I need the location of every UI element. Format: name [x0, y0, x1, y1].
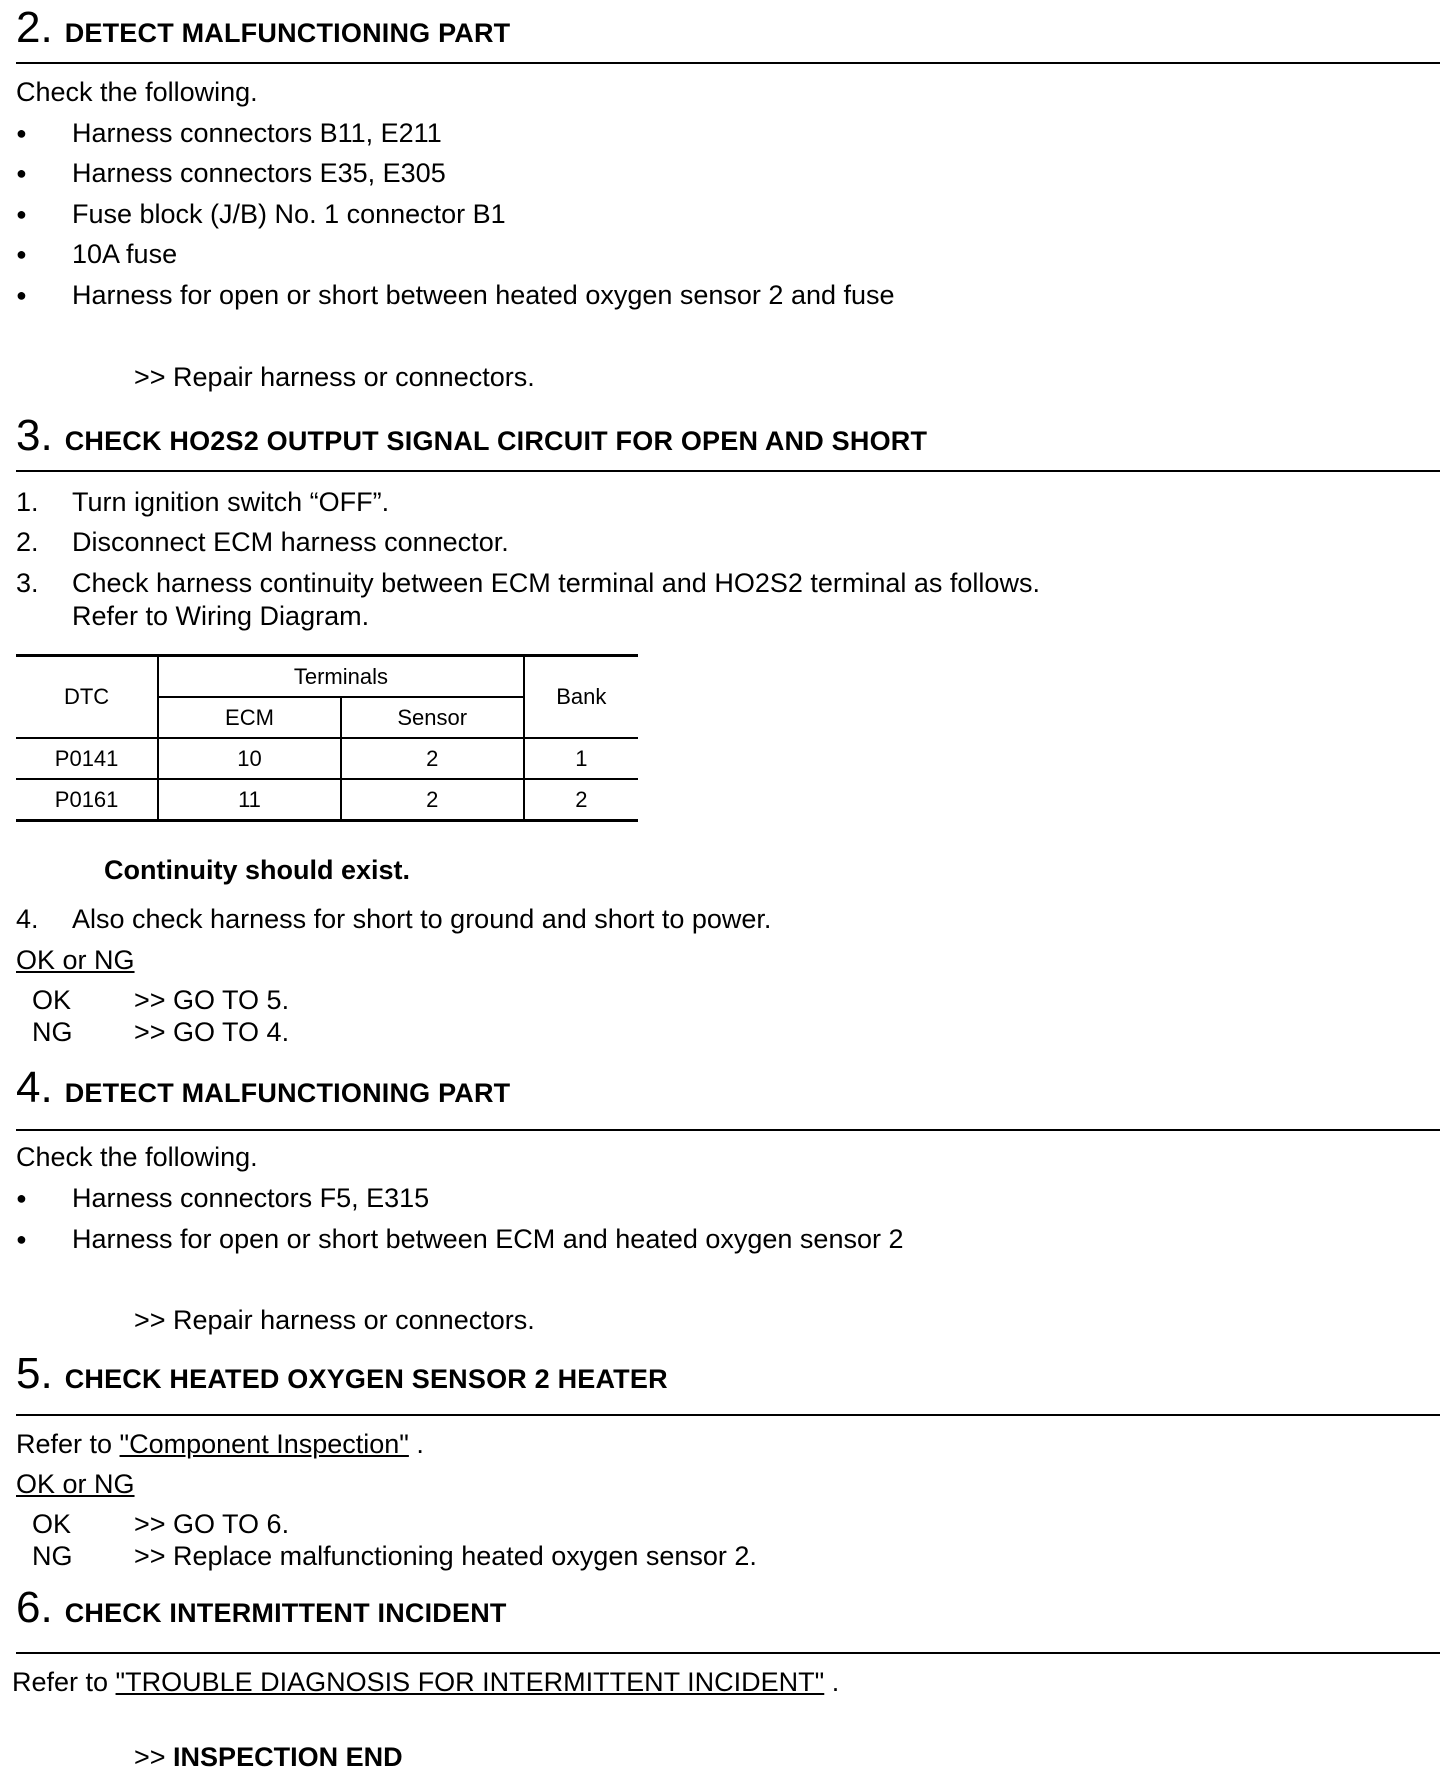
ok-or-ng-label: OK or NG	[16, 945, 135, 975]
bullet-icon: ●	[16, 204, 27, 224]
step-number: 3.	[16, 411, 53, 460]
bullet-icon: ●	[16, 285, 27, 305]
ok-result-row: OK >> GO TO 5.	[32, 985, 290, 1015]
terminals-table	[16, 654, 638, 822]
repair-action: >> Repair harness or connectors.	[134, 1305, 535, 1335]
repair-action: >> Repair harness or connectors.	[134, 362, 535, 392]
list-item: ● Harness connectors E35, E305	[16, 158, 446, 188]
cell-ecm: 11	[158, 779, 341, 821]
col-header-sensor: Sensor	[341, 697, 524, 738]
numbered-item: 1. Turn ignition switch “OFF”.	[16, 487, 390, 517]
ng-result-row: NG >> Replace malfunctioning heated oxygen sensor 2.	[32, 1541, 757, 1571]
cell-sensor: 2	[341, 779, 524, 821]
wiring-diagram-ref: Refer to Wiring Diagram.	[72, 601, 370, 631]
col-header-ecm: ECM	[158, 697, 341, 738]
ok-result-row: OK >> GO TO 6.	[32, 1509, 290, 1539]
bullet-icon: ●	[16, 244, 27, 264]
cell-bank: 1	[524, 738, 638, 779]
numbered-item: 3. Check harness continuity between ECM terminal and HO2S2 terminal as follows.	[16, 568, 1040, 598]
step-title: CHECK HO2S2 OUTPUT SIGNAL CIRCUIT FOR OPEN AND SHORT	[64, 426, 928, 456]
table-header-row	[16, 656, 638, 698]
numbered-item: 4. Also check harness for short to ground and short to power.	[16, 904, 772, 934]
bullet-icon: ●	[16, 163, 27, 183]
step-number: 6.	[16, 1583, 53, 1632]
cell-dtc: P0161	[16, 779, 158, 821]
ok-or-ng-label: OK or NG	[16, 1469, 135, 1499]
step-title: DETECT MALFUNCTIONING PART	[64, 18, 511, 48]
col-header-dtc: DTC	[16, 656, 158, 739]
component-inspection-link[interactable]: "Component Inspection"	[119, 1429, 409, 1459]
check-intro: Check the following.	[16, 1142, 258, 1172]
cell-ecm: 10	[158, 738, 341, 779]
table-row	[16, 779, 638, 821]
step-number: 4.	[16, 1063, 53, 1112]
bullet-icon: ●	[16, 1188, 27, 1208]
bullet-icon: ●	[16, 123, 27, 143]
ng-result-row: NG >> GO TO 4.	[32, 1017, 290, 1047]
step-3-header	[16, 411, 1440, 472]
step-title: CHECK INTERMITTENT INCIDENT	[64, 1598, 507, 1628]
inspection-end: >> INSPECTION END	[134, 1742, 403, 1772]
step-number: 5.	[16, 1349, 53, 1398]
list-item: ● Fuse block (J/B) No. 1 connector B1	[16, 199, 506, 229]
table-row	[16, 738, 638, 779]
list-item: ● Harness for open or short between heated oxygen sensor 2 and fuse	[16, 280, 895, 310]
step-number: 2.	[16, 3, 53, 52]
step-4-header	[16, 1063, 1440, 1131]
list-item: ● Harness connectors F5, E315	[16, 1183, 430, 1213]
step-5-header	[16, 1349, 1440, 1416]
numbered-item: 2. Disconnect ECM harness connector.	[16, 527, 509, 557]
list-item: ● Harness for open or short between ECM and heated oxygen sensor 2	[16, 1224, 904, 1254]
intermittent-incident-link[interactable]: "TROUBLE DIAGNOSIS FOR INTERMITTENT INCIDENT"	[115, 1667, 825, 1697]
cell-bank: 2	[524, 779, 638, 821]
continuity-note: Continuity should exist.	[104, 855, 411, 885]
bullet-icon: ●	[16, 1229, 27, 1249]
list-item: ● 10A fuse	[16, 239, 178, 269]
list-item: ● Harness connectors B11, E211	[16, 118, 442, 148]
step-title: DETECT MALFUNCTIONING PART	[64, 1078, 511, 1108]
col-header-bank: Bank	[524, 656, 638, 739]
step-title: CHECK HEATED OXYGEN SENSOR 2 HEATER	[64, 1364, 668, 1394]
refer-line: Refer to "TROUBLE DIAGNOSIS FOR INTERMITTENT INCIDENT" .	[12, 1667, 840, 1697]
cell-dtc: P0141	[16, 738, 158, 779]
check-intro: Check the following.	[16, 77, 258, 107]
col-header-terminals: Terminals	[158, 656, 523, 698]
step-2-header	[16, 3, 1440, 64]
cell-sensor: 2	[341, 738, 524, 779]
refer-line: Refer to "Component Inspection" .	[16, 1429, 424, 1459]
step-6-header	[16, 1583, 1440, 1654]
